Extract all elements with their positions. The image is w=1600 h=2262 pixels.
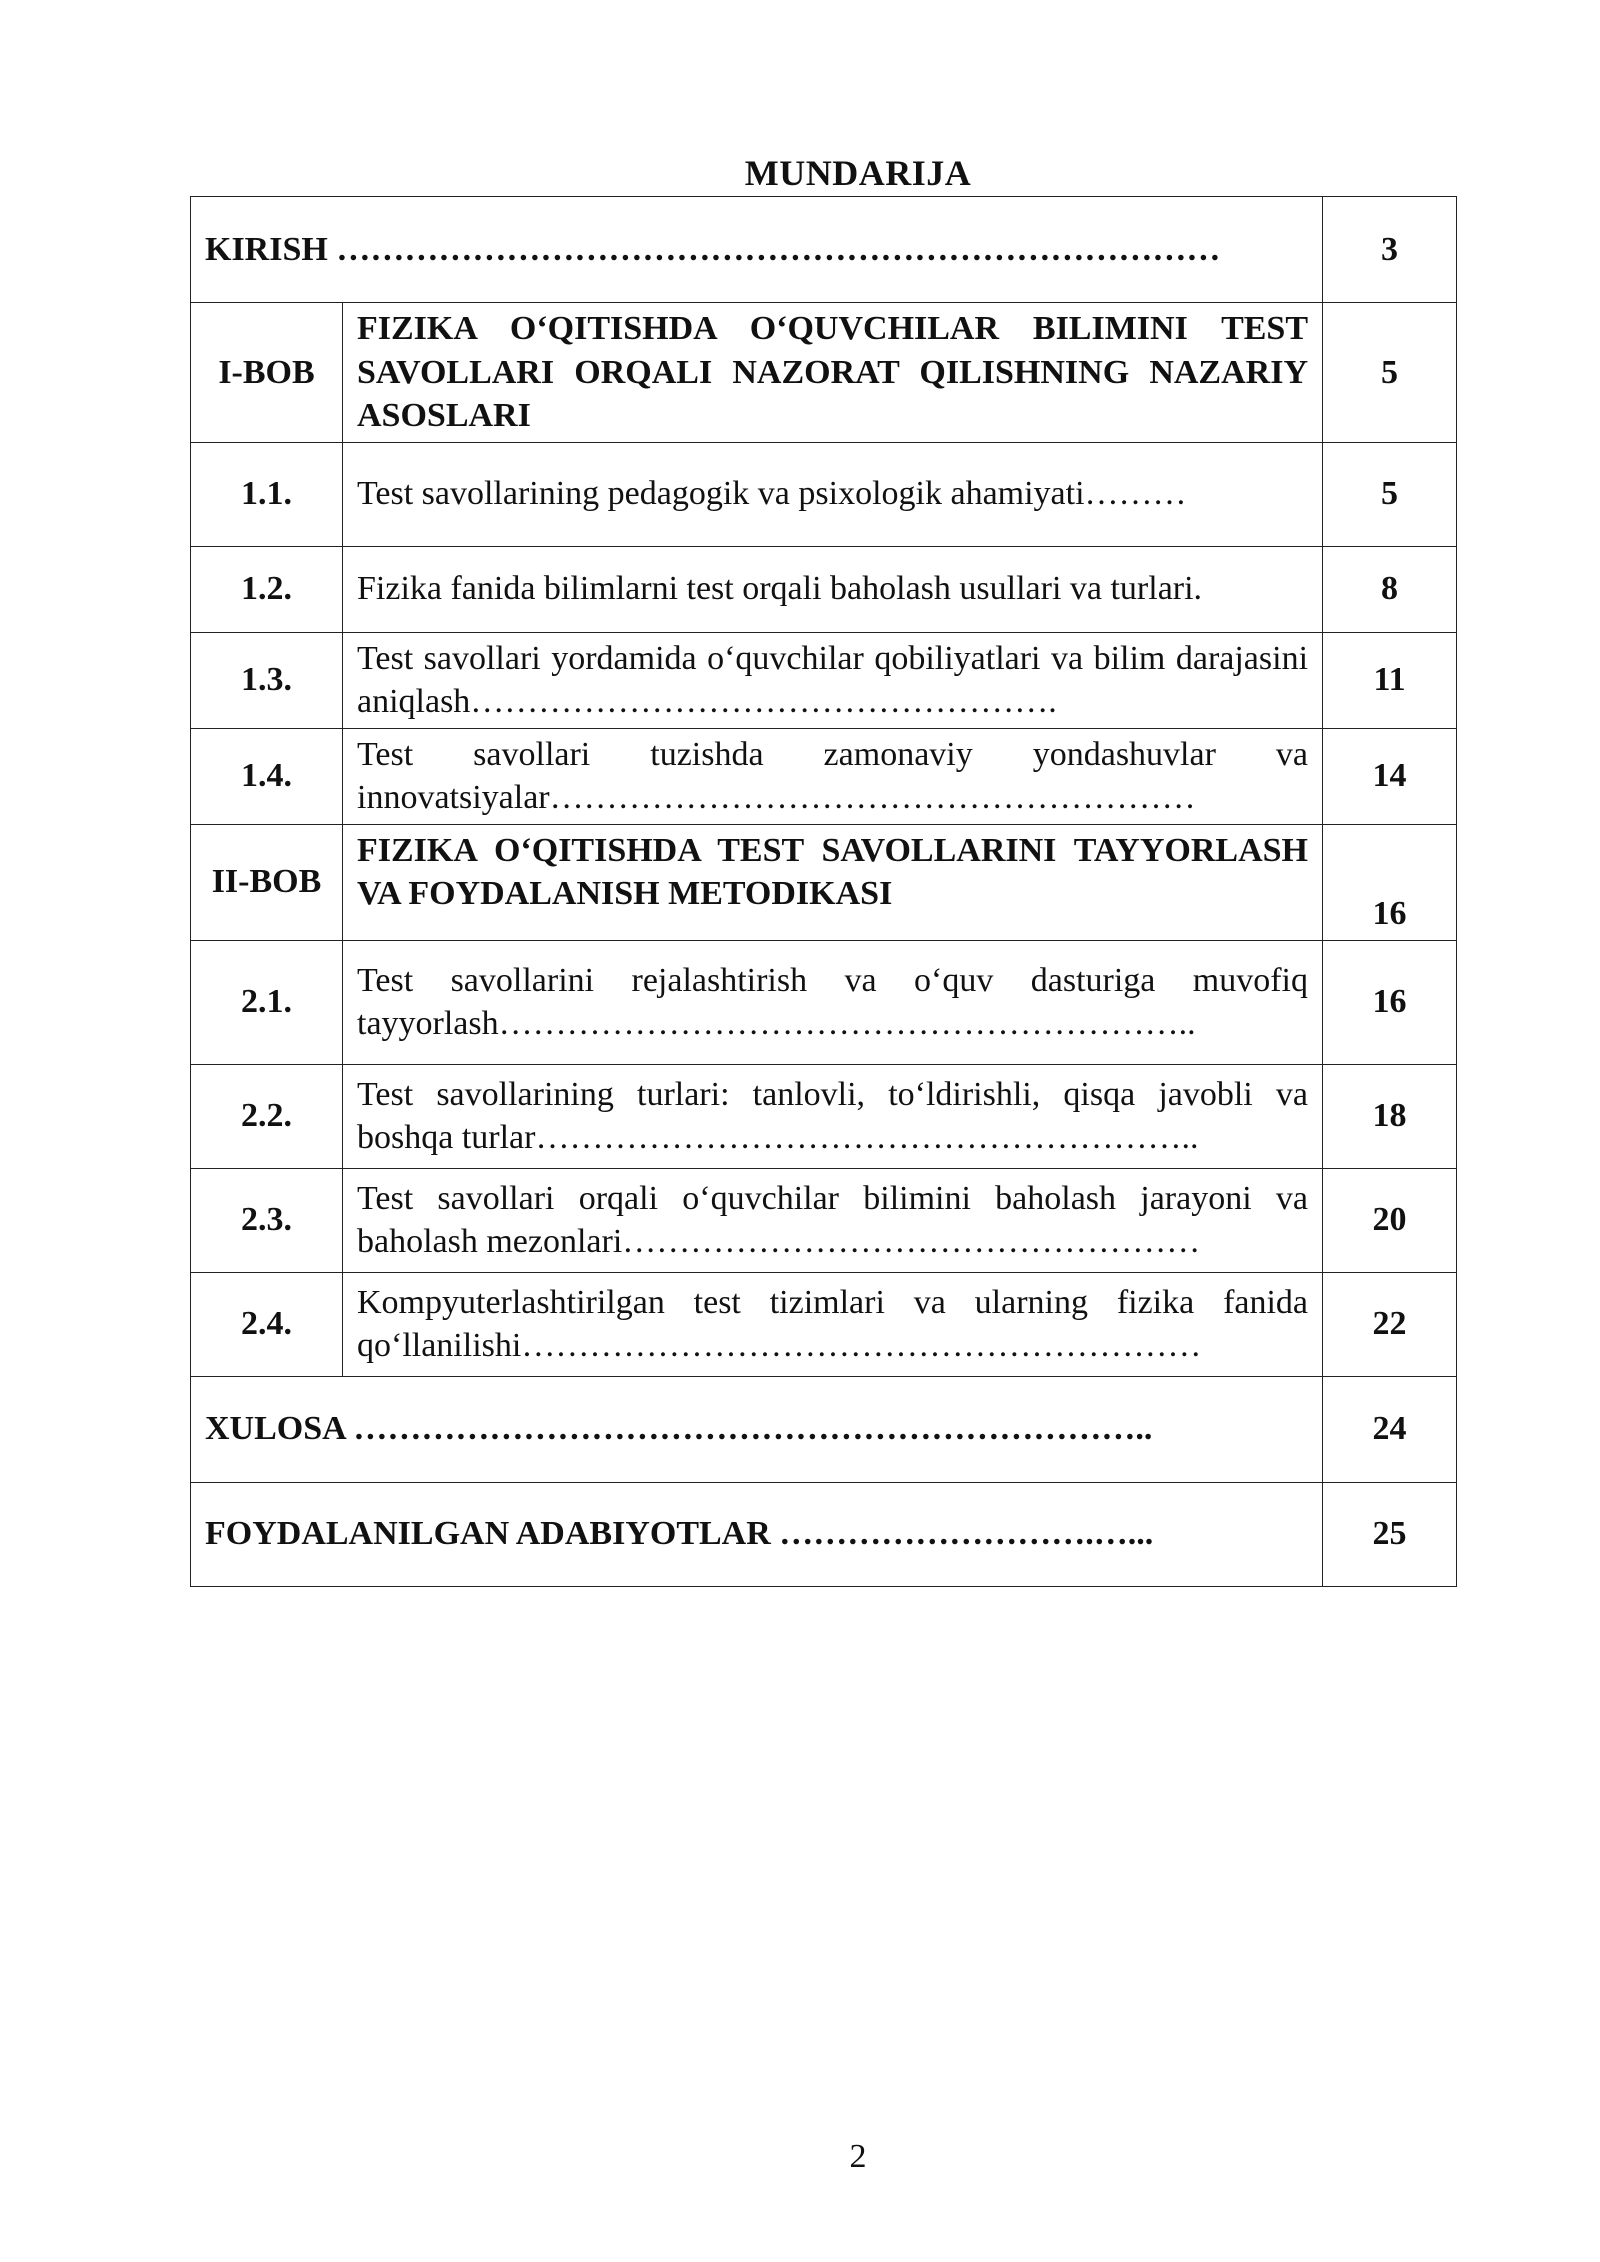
toc-page-number: 20 (1323, 1168, 1457, 1272)
toc-entry-text: Fizika fanida bilimlarni test orqali baholash usullari va turlari. (343, 546, 1323, 632)
toc-page-number: 8 (1323, 546, 1457, 632)
toc-page-number: 3 (1323, 197, 1457, 303)
page-number: 2 (849, 2138, 867, 2175)
toc-page-number: 18 (1323, 1064, 1457, 1168)
toc-entry-text: Test savollarining turlari: tanlovli, to‘ldirishli, qisqa javobli va boshqa turlar………………………………………………….. (343, 1064, 1323, 1168)
toc-row-xulosa (191, 1376, 1457, 1482)
toc-section-number: 1.1. (191, 442, 343, 546)
toc-entry-text: Test savollarining pedagogik va psixologik ahamiyati……… (343, 442, 1323, 546)
toc-page-number: 16 (1323, 940, 1457, 1064)
toc-row-kirish (191, 197, 1457, 303)
toc-section-number: 2.3. (191, 1168, 343, 1272)
toc-section-number: 1.4. (191, 728, 343, 824)
toc-page-number: 11 (1323, 632, 1457, 728)
toc-entry-text: Test savollari tuzishda zamonaviy yondashuvlar va innovatsiyalar………………………………………………… (343, 728, 1323, 824)
toc-entry-text: FIZIKA O‘QITISHDA TEST SAVOLLARINI TAYYORLASH VA FOYDALANISH METODIKASI (343, 824, 1323, 940)
toc-row-1-4 (191, 728, 1457, 824)
toc-row-references (191, 1482, 1457, 1586)
toc-row-chapter-1 (191, 303, 1457, 443)
toc-row-1-3 (191, 632, 1457, 728)
toc-row-2-4 (191, 1272, 1457, 1376)
toc-page-number: 14 (1323, 728, 1457, 824)
toc-section-number: 2.1. (191, 940, 343, 1064)
toc-chapter-label: II-BOB (191, 824, 343, 940)
toc-row-1-2 (191, 546, 1457, 632)
toc-row-2-1 (191, 940, 1457, 1064)
toc-row-1-1 (191, 442, 1457, 546)
toc-entry-text: Test savollari orqali o‘quvchilar bilimini baholash jarayoni va baholash mezonlari…………………………………………… (343, 1168, 1323, 1272)
toc-section-number: 2.4. (191, 1272, 343, 1376)
toc-row-2-3 (191, 1168, 1457, 1272)
contents-table (190, 196, 1457, 1587)
toc-entry-text: FOYDALANILGAN ADABIYOTLAR ……………………….…... (191, 1482, 1323, 1586)
toc-page-number: 5 (1323, 442, 1457, 546)
toc-section-number: 1.3. (191, 632, 343, 728)
toc-entry-text: XULOSA …………………………………………………………….. (191, 1376, 1323, 1482)
toc-page-number: 22 (1323, 1272, 1457, 1376)
toc-entry-text: Test savollarini rejalashtirish va o‘quv dasturiga muvofiq tayyorlash…………………………………………………….. (343, 940, 1323, 1064)
toc-row-chapter-2 (191, 824, 1457, 940)
page-title: MUNDARIJA (744, 153, 972, 193)
toc-chapter-label: I-BOB (191, 303, 343, 443)
toc-entry-text: KIRISH …………………………………………………………………… (191, 197, 1323, 303)
toc-row-2-2 (191, 1064, 1457, 1168)
toc-entry-text: FIZIKA O‘QITISHDA O‘QUVCHILAR BILIMINI TEST SAVOLLARI ORQALI NAZORAT QILISHNING NAZARIY ASOSLARI (343, 303, 1323, 443)
toc-section-number: 1.2. (191, 546, 343, 632)
toc-entry-text: Kompyuterlashtirilgan test tizimlari va ularning fizika fanida qo‘llanilishi…………………………………………………… (343, 1272, 1323, 1376)
toc-page-number: 25 (1323, 1482, 1457, 1586)
toc-page-number: 5 (1323, 303, 1457, 443)
toc-section-number: 2.2. (191, 1064, 343, 1168)
toc-entry-text: Test savollari yordamida o‘quvchilar qobiliyatlari va bilim darajasini aniqlash……………………………………………. (343, 632, 1323, 728)
toc-page-number: 16 (1323, 824, 1457, 940)
toc-page-number: 24 (1323, 1376, 1457, 1482)
